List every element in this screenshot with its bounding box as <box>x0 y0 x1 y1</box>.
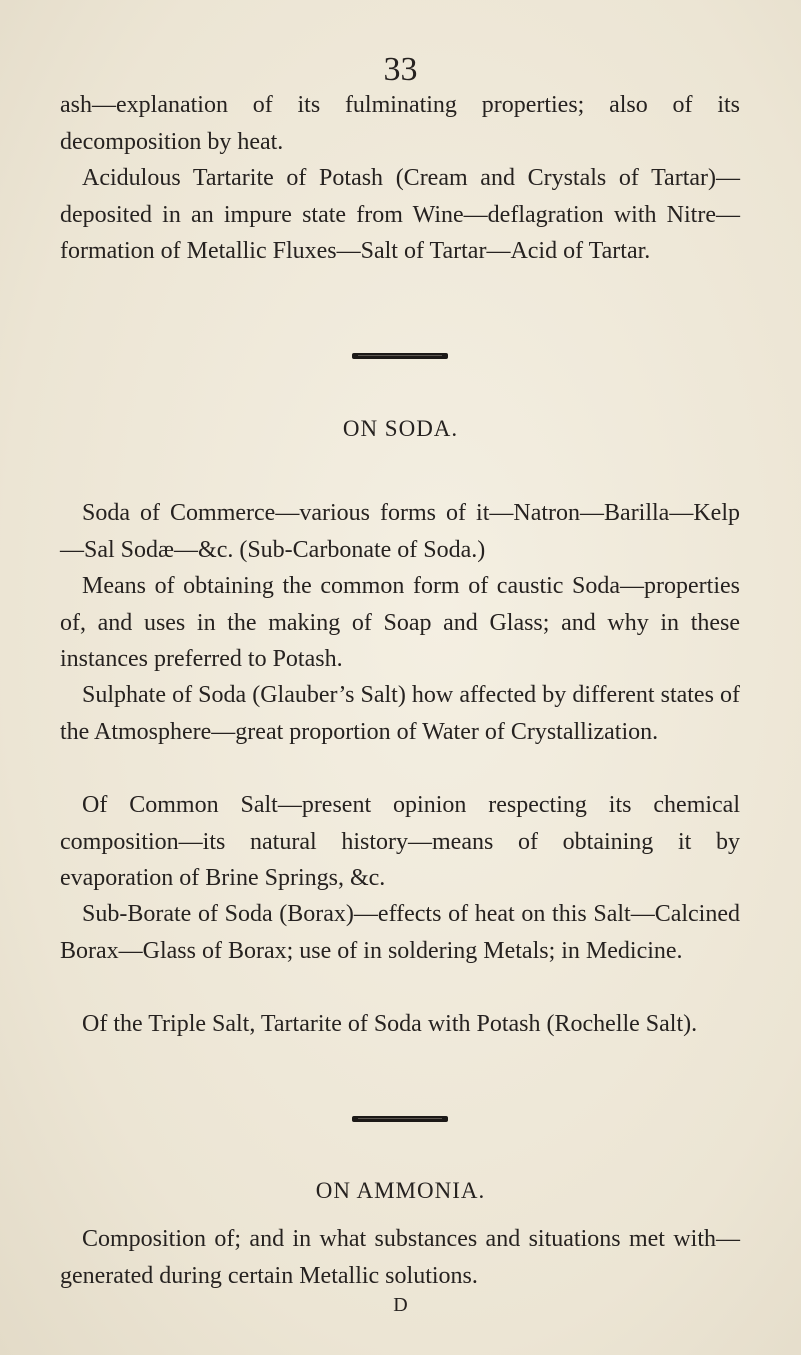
paragraph-ash-continuation: ash—explanation of its fulminating properties; also of its decomposition by heat. <box>60 92 740 155</box>
section-divider-rule <box>352 1116 448 1122</box>
paragraph-soda-of-commerce: Soda of Commerce—various forms of it—Natron—Barilla—Kelp—Sal Sodæ—&c. (Sub-Carbonate of Soda.) <box>60 500 740 563</box>
section-divider-rule <box>352 353 448 359</box>
paragraph-sulphate-of-soda: Sulphate of Soda (Glauber’s Salt) how affected by different states of the Atmosphere—great proportion of Water of Crystallization. <box>60 682 740 745</box>
paragraph-sub-borate: Sub-Borate of Soda (Borax)—effects of heat on this Salt—Calcined Borax—Glass of Borax; use of in soldering Metals; in Medicine. <box>60 901 740 964</box>
paragraph-common-salt: Of Common Salt—present opinion respecting its chemical composition—its natural history—means of obtaining it by evaporation of Brine Springs, &c. <box>60 792 740 891</box>
heading-on-ammonia: ON AMMONIA. <box>315 1178 486 1203</box>
paragraph-ammonia-composition: Composition of; and in what substances and situations met with—generated during certain Metallic solutions. <box>60 1226 740 1289</box>
paragraph-acidulous-tartarite: Acidulous Tartarite of Potash (Cream and Crystals of Tartar)—deposited in an impure state from Wine—deflagration with Nitre—formation of Metallic Fluxes—Salt of Tartar—Acid of Tartar. <box>60 165 740 264</box>
heading-on-soda: ON SODA. <box>342 416 459 441</box>
signature-mark: D <box>393 1294 408 1316</box>
page-number: 33 <box>383 51 418 88</box>
paragraph-caustic-soda: Means of obtaining the common form of caustic Soda—properties of, and uses in the making of Soap and Glass; and why in these instances preferred to Potash. <box>60 573 740 672</box>
paragraph-triple-salt: Of the Triple Salt, Tartarite of Soda with Potash (Rochelle Salt). <box>82 1011 698 1037</box>
